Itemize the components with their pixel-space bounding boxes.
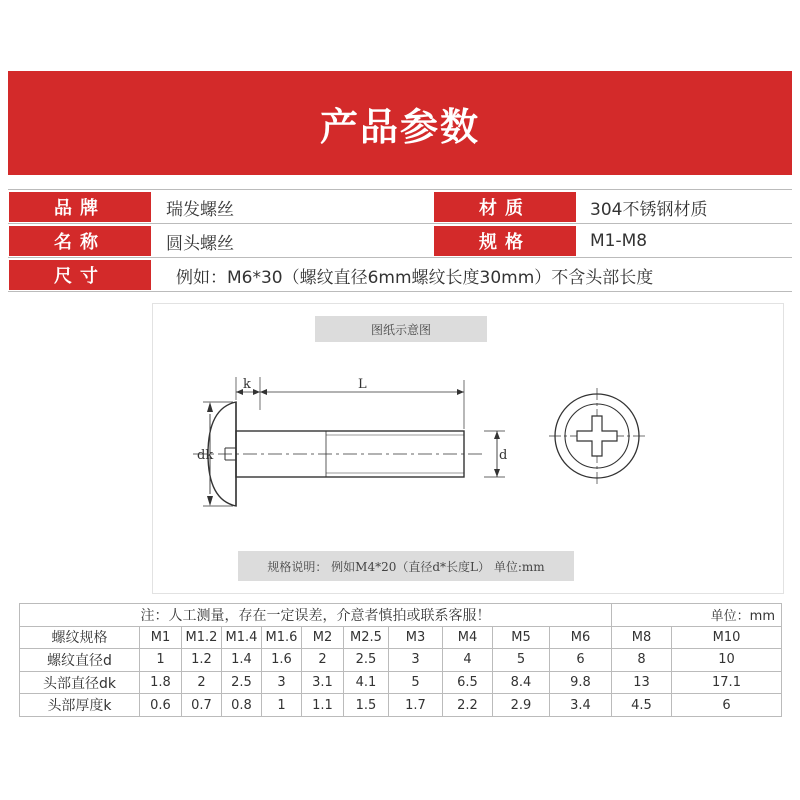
name-value: 圆头螺丝 <box>166 233 234 254</box>
table-cell: 3 <box>389 649 443 672</box>
drawing-caption: 图纸示意图 <box>315 316 487 342</box>
table-cell: 1 <box>262 694 302 717</box>
table-cell: 0.8 <box>222 694 262 717</box>
table-cell: 2 <box>182 671 222 694</box>
spec-row-size <box>8 258 792 292</box>
table-cell: 6 <box>672 694 782 717</box>
table-note: 注：人工测量，存在一定误差，介意者慎拍或联系客服！ <box>20 604 612 627</box>
table-cell: M1.2 <box>182 626 222 649</box>
size-value: 例如：M6*30（螺纹直径6mm螺纹长度30mm）不含头部长度 <box>176 267 654 288</box>
table-cell: 1.6 <box>262 649 302 672</box>
table-cell: 5 <box>493 649 550 672</box>
table-cell: 2.2 <box>443 694 493 717</box>
table-cell: M1 <box>140 626 182 649</box>
table-row <box>20 626 782 649</box>
table-cell: M10 <box>672 626 782 649</box>
table-cell: 4.5 <box>612 694 672 717</box>
table-cell: 1.7 <box>389 694 443 717</box>
spec-value: M1-M8 <box>590 231 648 251</box>
table-cell: M6 <box>550 626 612 649</box>
row-label: 头部直径dk <box>20 671 140 694</box>
table-cell: 4.1 <box>344 671 389 694</box>
material-value: 304不锈钢材质 <box>590 199 708 220</box>
table-cell: 9.8 <box>550 671 612 694</box>
row-label: 螺纹规格 <box>20 626 140 649</box>
spec-row-brand <box>8 190 792 224</box>
table-cell: M1.4 <box>222 626 262 649</box>
title-banner <box>8 71 792 175</box>
table-cell: 1.8 <box>140 671 182 694</box>
table-cell: 17.1 <box>672 671 782 694</box>
page-title: 产品参数 <box>319 104 480 149</box>
table-cell: 1.2 <box>182 649 222 672</box>
table-cell: M5 <box>493 626 550 649</box>
table-cell: 8 <box>612 649 672 672</box>
row-label: 螺纹直径d <box>20 649 140 672</box>
dim-L-label: L <box>358 377 367 392</box>
table-unit: 单位：mm <box>612 604 782 627</box>
table-cell: M3 <box>389 626 443 649</box>
table-cell: 8.4 <box>493 671 550 694</box>
dim-dk-label: dk <box>197 448 214 463</box>
table-cell: 3 <box>262 671 302 694</box>
table-cell: 13 <box>612 671 672 694</box>
table-cell: M1.6 <box>262 626 302 649</box>
table-cell: 3.1 <box>302 671 344 694</box>
brand-label: 品牌 <box>9 192 151 222</box>
drawing-panel <box>152 303 784 594</box>
name-label: 名称 <box>9 226 151 256</box>
table-body <box>20 626 782 716</box>
size-label: 尺寸 <box>9 260 151 290</box>
table-cell: M2.5 <box>344 626 389 649</box>
table-cell: 0.6 <box>140 694 182 717</box>
dim-d-label: d <box>499 448 508 463</box>
table-cell: 1.5 <box>344 694 389 717</box>
row-label: 头部厚度k <box>20 694 140 717</box>
dim-k-label: k <box>243 377 251 392</box>
table-cell: M4 <box>443 626 493 649</box>
table-cell: 1.1 <box>302 694 344 717</box>
table-cell: 6 <box>550 649 612 672</box>
spec-label: 规格 <box>434 226 576 256</box>
table-cell: 2.5 <box>222 671 262 694</box>
spec-row-name <box>8 224 792 258</box>
table-cell: 1.4 <box>222 649 262 672</box>
spec-table <box>8 189 792 291</box>
table-row <box>20 649 782 672</box>
table-cell: M2 <box>302 626 344 649</box>
table-note-row <box>20 604 782 627</box>
size-table <box>19 603 782 717</box>
table-cell: 0.7 <box>182 694 222 717</box>
table-cell: 1 <box>140 649 182 672</box>
brand-value: 瑞发螺丝 <box>166 199 234 220</box>
material-label: 材质 <box>434 192 576 222</box>
table-row <box>20 694 782 717</box>
table-cell: 3.4 <box>550 694 612 717</box>
phillips-head-icon <box>577 416 617 456</box>
table-cell: 2.5 <box>344 649 389 672</box>
spec-explanation: 规格说明： 例如M4*20（直径d*长度L） 单位:mm <box>238 551 574 581</box>
table-cell: 4 <box>443 649 493 672</box>
table-cell: M8 <box>612 626 672 649</box>
table-cell: 2 <box>302 649 344 672</box>
table-cell: 5 <box>389 671 443 694</box>
table-cell: 2.9 <box>493 694 550 717</box>
table-cell: 10 <box>672 649 782 672</box>
table-row <box>20 671 782 694</box>
table-cell: 6.5 <box>443 671 493 694</box>
